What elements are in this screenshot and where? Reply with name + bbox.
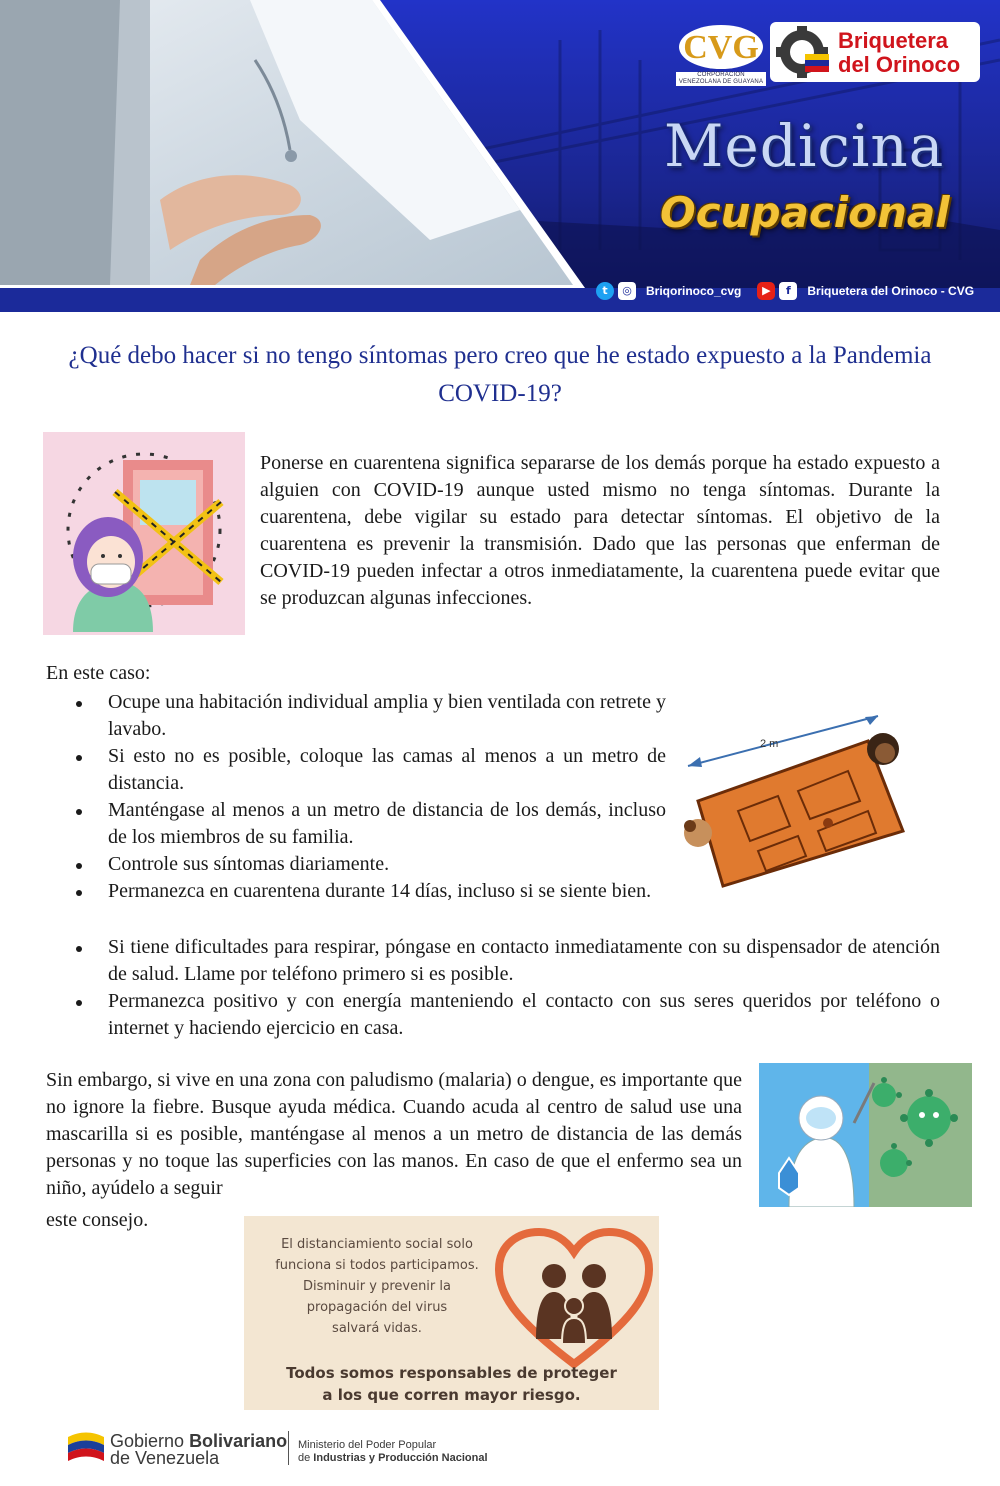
bullet-dot [76, 946, 82, 952]
case-intro: En este caso: [46, 662, 151, 684]
brand-line-2: del Orinoco [838, 52, 961, 77]
header-banner [0, 0, 1000, 312]
list-item: Si esto no es posible, coloque las camas al menos a un metro de distancia. [46, 743, 666, 797]
ministry-name: Industrias y Producción Nacional [313, 1452, 488, 1464]
poster-bottom-line: Todos somos responsables de proteger [286, 1364, 617, 1382]
cvg-logo [676, 22, 766, 92]
title-medicina: Medicina [664, 112, 945, 180]
cvg-subtitle-2: VENEZOLANA DE GUAYANA [678, 79, 764, 85]
quarantine-paragraph: Ponerse en cuarentena significa separarse de los demás porque ha estado expuesto a alguien con COVID-19 aunque usted mismo no tenga síntomas. Durante la cuarentena, debe vigilar su estado para detectar síntomas. El objetivo de la cuarentena es prevenir la transmisión. Dado que las personas que enferman de COVID-19 pueden infectar a otros inmediatamente, la cuarentena puede evitar que se produzcan algunas infecciones. [260, 452, 940, 609]
door-distance-image [678, 711, 928, 891]
bullet-dot [76, 755, 82, 761]
malaria-paragraph-end: este consejo. [46, 1209, 149, 1231]
social-handle[interactable]: Briqorinoco_cvg [646, 284, 742, 298]
family-heart-icon [494, 1224, 654, 1374]
ministry-de: de [298, 1452, 314, 1464]
list-item: Permanezca en cuarentena durante 14 días, incluso si se siente bien. [46, 878, 666, 905]
poster-bottom-line: a los que corren mayor riesgo. [322, 1386, 581, 1404]
recommendations-list [46, 689, 666, 905]
facebook-icon[interactable]: f [779, 282, 797, 300]
bullet-dot [76, 809, 82, 815]
title-ocupacional: Ocupacional [660, 188, 950, 237]
brand-line-1: Briquetera [838, 28, 949, 53]
poster-bottom-text [244, 1362, 659, 1406]
list-item: Si tiene dificultades para respirar, póngase en contacto inmediatamente con su dispensador de atención de salud. Llame por teléfono primero si es posible. [46, 934, 940, 988]
footer-government [66, 1425, 506, 1470]
door-distance-illustration [678, 711, 928, 891]
list-item: Controle sus síntomas diariamente. [46, 851, 666, 878]
gear-icon [772, 24, 832, 80]
poster-line: Disminuir y prevenir la [303, 1279, 451, 1294]
youtube-icon[interactable]: ▶ [757, 282, 775, 300]
bullet-dot [76, 863, 82, 869]
list-item: Manténgase al menos a un metro de distancia de los demás, incluso de los miembros de su familia. [46, 797, 666, 851]
twitter-icon[interactable]: t [596, 282, 614, 300]
cvg-subtitle-1: CORPORACION [697, 72, 745, 78]
quarantine-illustration [43, 432, 245, 635]
social-bar [596, 281, 974, 301]
malaria-paragraph: Sin embargo, si vive en una zona con paludismo (malaria) o dengue, es importante que no ignore la fiebre. Busque ayuda médica. Cuando acuda al centro de salud use una mascarilla si es posible, manténgase al menos a un metro de distancia de las demás personas y no toque las superficies con las manos. En caso de que el enfermo sea un niño, ayúdelo a seguir [46, 1069, 742, 1199]
list-item: Ocupe una habitación individual amplia y bien ventilada con retrete y lavabo. [46, 689, 666, 743]
bullet-dot [76, 890, 82, 896]
virus-fighter-illustration [759, 1063, 972, 1207]
gob-word: Gobierno [110, 1431, 190, 1451]
quarantine-girl-image [43, 432, 245, 635]
ministry-line-1: Ministerio del Poder Popular [298, 1439, 437, 1451]
bullet-dot [76, 701, 82, 707]
poster-line: funciona si todos participamos. [275, 1258, 479, 1273]
gob-bolivariano: Bolivariano [189, 1431, 288, 1451]
instagram-icon[interactable]: ◎ [618, 282, 636, 300]
poster-line: propagación del virus [306, 1300, 448, 1315]
social-distancing-poster [244, 1216, 659, 1410]
briquetera-logo [770, 22, 980, 82]
cvg-logo-text: CVG [683, 29, 759, 66]
bullet-dot [76, 1000, 82, 1006]
cvg-emblem-icon [676, 22, 766, 72]
footer-divider [288, 1431, 289, 1465]
venezuela-flag-icon [66, 1429, 106, 1465]
poster-line: El distanciamiento social solo [281, 1237, 473, 1252]
virus-fighter-image [759, 1063, 972, 1207]
social-page[interactable]: Briquetera del Orinoco - CVG [807, 284, 975, 298]
poster-line: salvará vidas. [332, 1321, 422, 1336]
list-item: Permanezca positivo y con energía manteniendo el contacto con sus seres queridos por teléfono o internet y haciendo ejercicio en casa. [46, 988, 940, 1042]
door-distance-label: 2 m [760, 738, 779, 750]
main-question-heading: ¿Qué debo hacer si no tengo síntomas pero creo que he estado expuesto a la Pandemia COVID-19? [68, 342, 932, 407]
recommendations-list-wide [46, 934, 940, 1042]
gob-venezuela: de Venezuela [110, 1448, 220, 1468]
poster-text [252, 1234, 502, 1339]
